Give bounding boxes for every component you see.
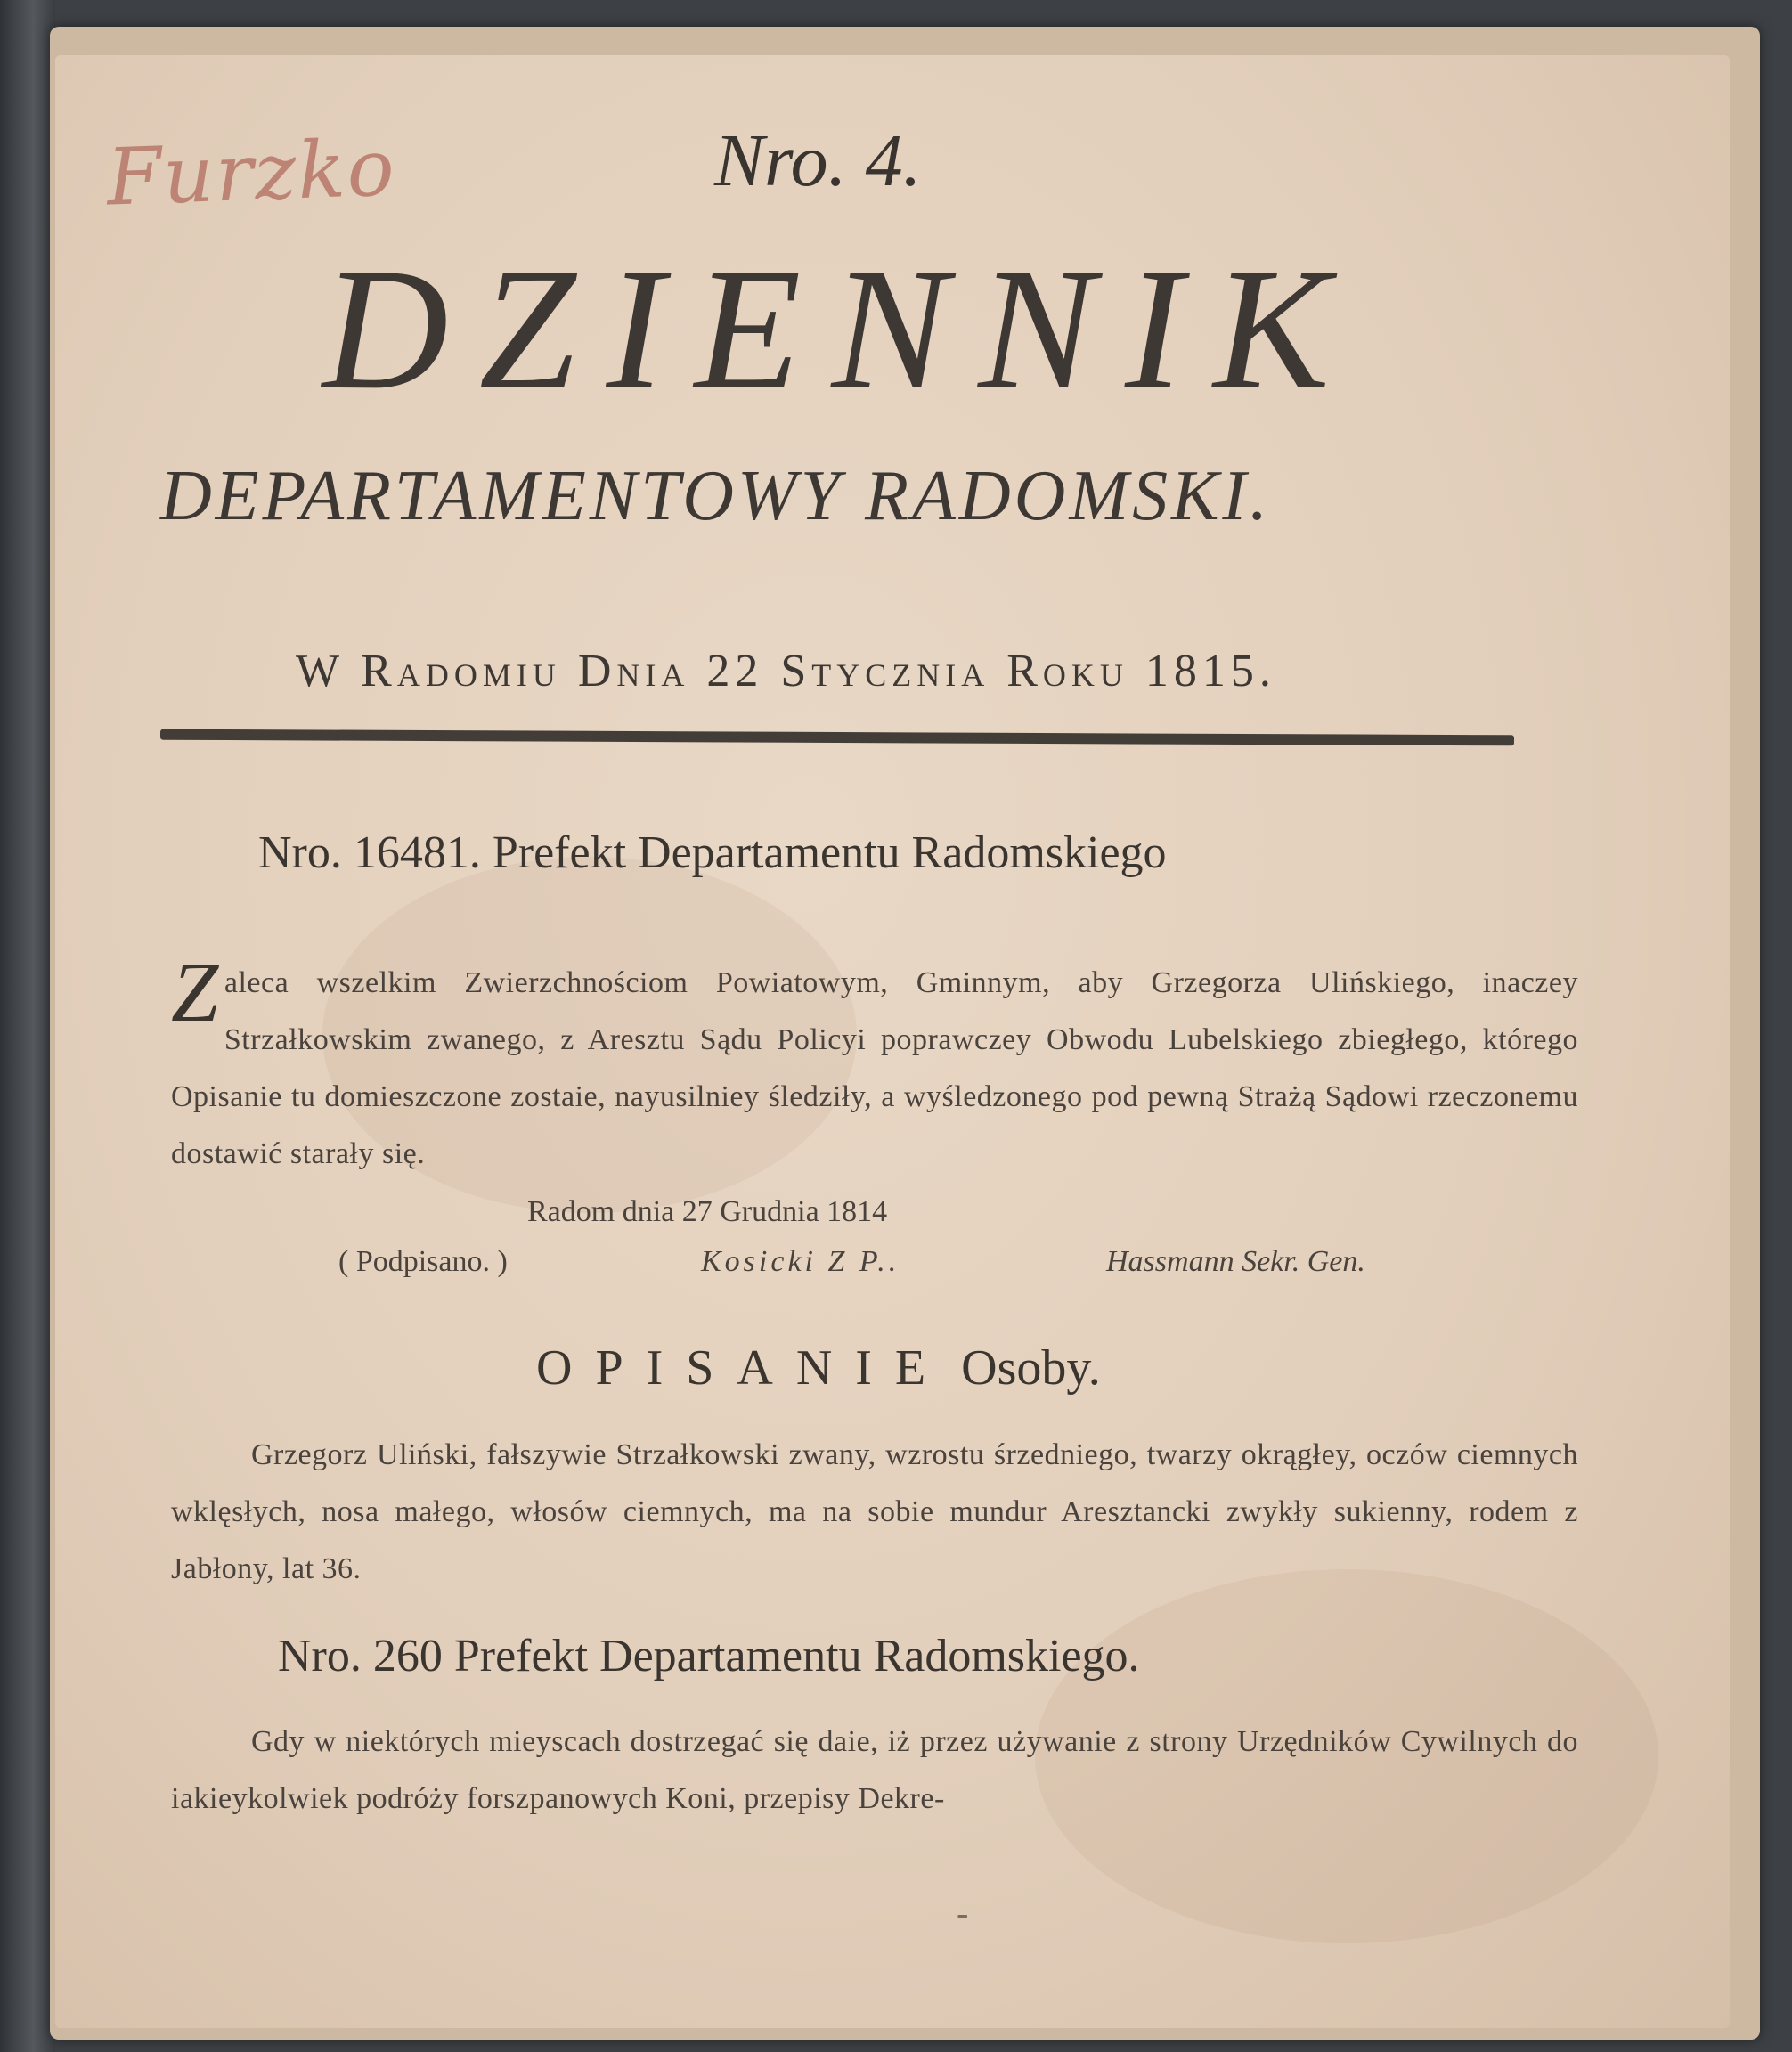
description-heading-word: OPISANIE: [536, 1340, 949, 1396]
description-heading: [536, 1340, 1101, 1396]
drop-cap: Z: [171, 944, 219, 1039]
notice-1-heading: Nro. 16481. Prefekt Departamentu Radomskiego: [258, 827, 1167, 878]
description-heading-suffix: Osoby.: [961, 1340, 1101, 1396]
newspaper-page: [55, 55, 1730, 2028]
newspaper-subtitle: DEPARTAMENTOWY RADOMSKI.: [160, 457, 1272, 535]
dateline: W Radomiu Dnia 22 Stycznia Roku 1815.: [296, 646, 1276, 696]
signed-label: ( Podpisano. ): [338, 1245, 508, 1278]
issue-number: Nro. 4.: [714, 119, 922, 202]
place-date: Radom dnia 27 Grudnia 1814: [527, 1195, 888, 1228]
signatory-1: Kosicki Z P..: [701, 1245, 900, 1278]
handwritten-note: Furzko: [105, 121, 398, 224]
description-body: Grzegorz Uliński, fałszywie Strzałkowski zwany, wzrostu śrzedniego, twarzy okrągłey, oczów ciemnych wklęsłych, nosa małego, włosów ciemnych, ma na sobie mundur Aresztancki zwykły sukienny, rodem z Jabłony, lat 36.: [171, 1438, 1578, 1585]
book-spine: [0, 0, 55, 2052]
notice-2-body: Gdy w niektórych mieyscach dostrzegać się daie, iż przez używanie z strony Urzędników Cywilnych do iakieykolwiek podróży forszpanowych Koni, przepisy Dekre-: [171, 1725, 1578, 1815]
newspaper-title: DZIENNIK: [322, 232, 1361, 426]
footer-mark: -: [957, 1893, 969, 1933]
notice-1-body: [171, 944, 1578, 1183]
notice-2-heading: Nro. 260 Prefekt Departamentu Radomskiego.: [278, 1631, 1140, 1682]
notice-1-text: aleca wszelkim Zwierzchnościom Powiatowym, Gminnym, aby Grzegorza Ulińskiego, inaczey Strzałkowskim zwanego, z Aresztu Sądu Policyi poprawczey Obwodu Lubelskiego zbiegłego, którego Opisanie tu domieszczone zostaie, nayusilniey śledziły, a wyśledzonego pod pewną Strażą Sądowi rzeczonemu dostawić starały się.: [171, 966, 1578, 1170]
signatory-2: Hassmann Sekr. Gen.: [1106, 1245, 1365, 1278]
masthead-rule: [160, 729, 1514, 746]
